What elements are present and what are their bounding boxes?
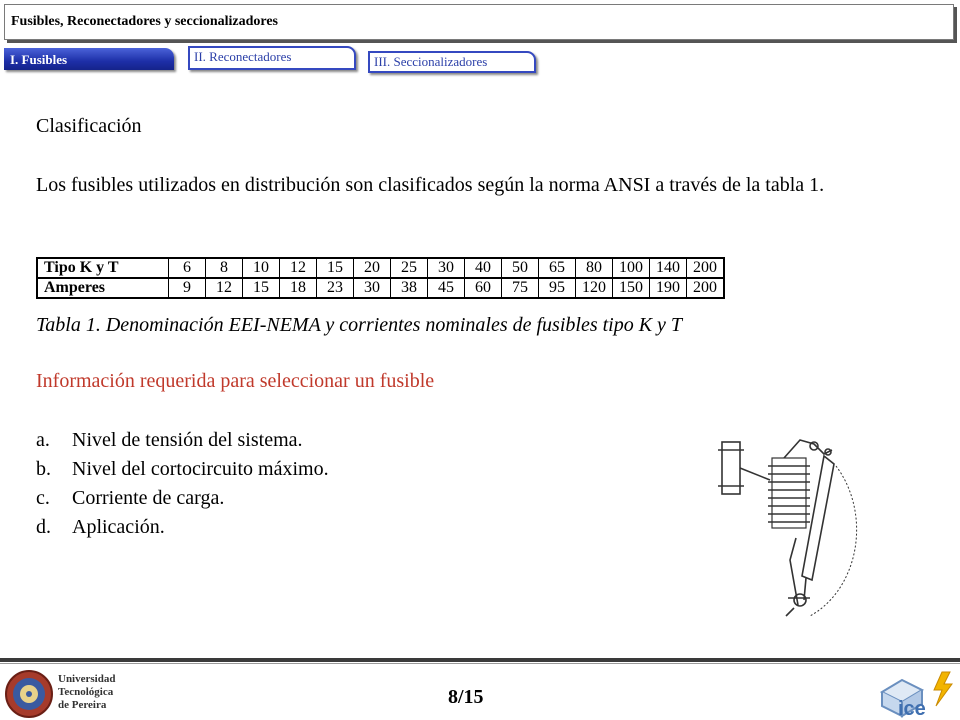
table-cell: 50: [502, 258, 539, 278]
tab-fusibles[interactable]: I. Fusibles: [4, 48, 174, 70]
ice-logo-text: ice: [898, 698, 926, 718]
table-cell: 10: [243, 258, 280, 278]
table-cell: 8: [206, 258, 243, 278]
fuse-cutout-drawing: [714, 430, 894, 620]
page-number: 8/15: [448, 686, 484, 708]
utp-seal-logo: [4, 669, 54, 719]
table-cell: 200: [687, 258, 725, 278]
table-cell: 150: [613, 278, 650, 298]
table-cell: 9: [169, 278, 206, 298]
table-cell: 20: [354, 258, 391, 278]
table-cell: 200: [687, 278, 725, 298]
table-cell: 75: [502, 278, 539, 298]
table-cell: 15: [243, 278, 280, 298]
table-cell: 100: [613, 258, 650, 278]
tab-seccionalizadores[interactable]: III. Seccionalizadores: [368, 51, 536, 73]
intro-paragraph: Los fusibles utilizados en distribución son clasificados según la norma ANSI a través de la tabla 1.: [36, 174, 825, 196]
table-cell: 12: [280, 258, 317, 278]
footer-divider-thin: [0, 663, 960, 664]
title-bar: [4, 4, 954, 40]
table-row-header: Tipo K y T: [37, 258, 169, 278]
fuse-rating-table: [36, 257, 725, 299]
table-cell: 80: [576, 258, 613, 278]
table-cell: 38: [391, 278, 428, 298]
table-row: [37, 278, 724, 298]
list-item: c. Corriente de carga.: [36, 487, 225, 509]
footer-divider: [0, 658, 960, 662]
table-cell: 25: [391, 258, 428, 278]
table-cell: 15: [317, 258, 354, 278]
tab-reconectadores[interactable]: II. Reconectadores: [188, 46, 356, 70]
table-cell: 30: [354, 278, 391, 298]
table-row: [37, 258, 724, 278]
table-cell: 23: [317, 278, 354, 298]
table-cell: 120: [576, 278, 613, 298]
table-row-header: Amperes: [37, 278, 169, 298]
requirements-heading: Información requerida para seleccionar un fusible: [36, 370, 435, 392]
table-cell: 12: [206, 278, 243, 298]
slide-title: Fusibles, Reconectadores y seccionalizadores: [11, 14, 279, 29]
table-cell: 40: [465, 258, 502, 278]
table-cell: 95: [539, 278, 576, 298]
list-item: a. Nivel de tensión del sistema.: [36, 429, 303, 451]
table-cell: 6: [169, 258, 206, 278]
table-cell: 45: [428, 278, 465, 298]
list-item: b. Nivel del cortocircuito máximo.: [36, 458, 329, 480]
table-cell: 65: [539, 258, 576, 278]
table-cell: 190: [650, 278, 687, 298]
requirements-list: [36, 426, 329, 542]
table-cell: 60: [465, 278, 502, 298]
section-heading: Clasificación: [36, 115, 142, 137]
university-name: Universidad Tecnológica de Pereira: [58, 673, 116, 711]
table-caption: Tabla 1. Denominación EEI-NEMA y corrientes nominales de fusibles tipo K y T: [36, 314, 683, 336]
table-cell: 18: [280, 278, 317, 298]
table-cell: 140: [650, 258, 687, 278]
ice-logo: [876, 670, 956, 718]
table-cell: 30: [428, 258, 465, 278]
list-item: d. Aplicación.: [36, 516, 165, 538]
